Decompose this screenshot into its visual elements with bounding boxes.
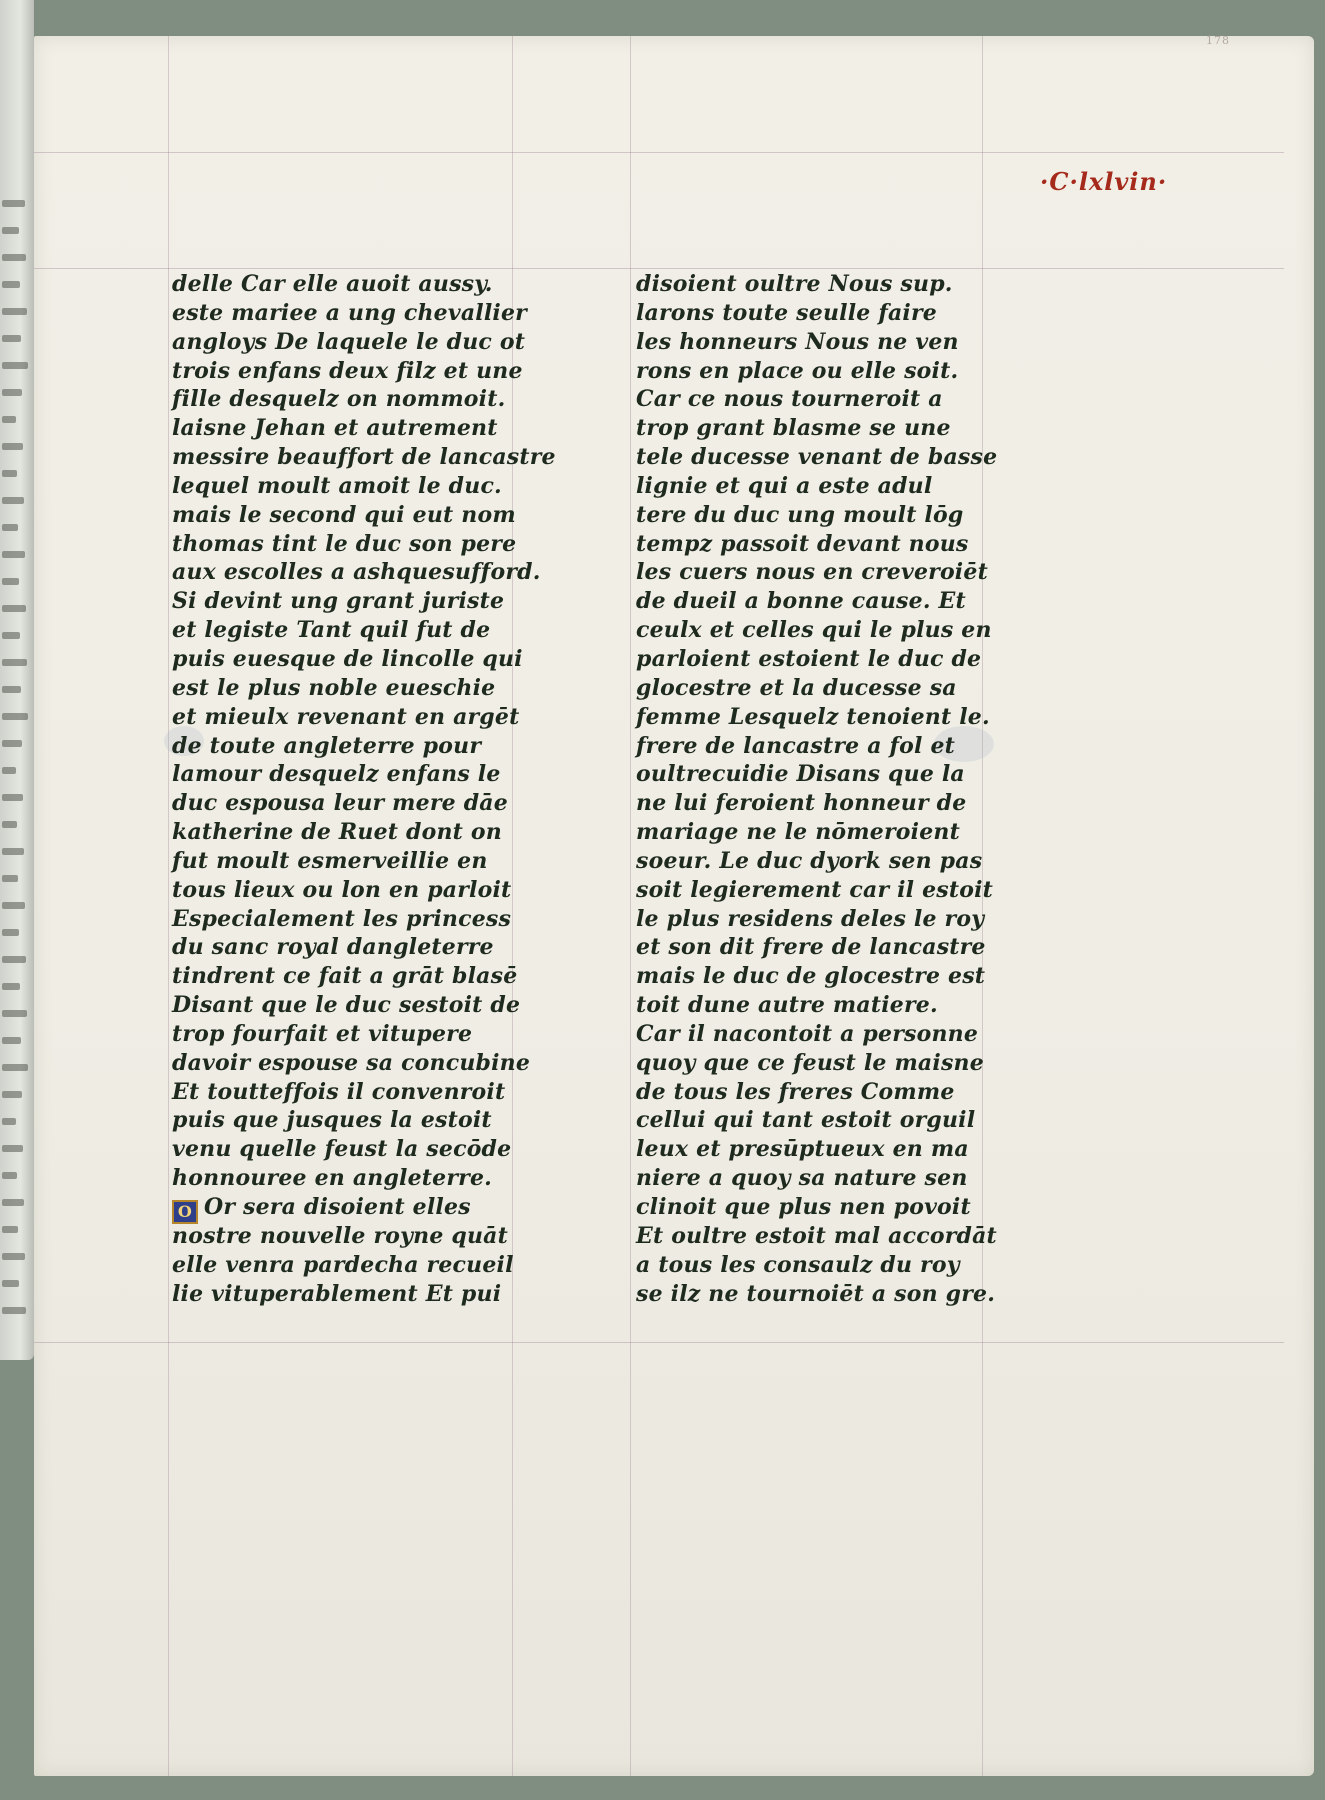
previous-leaf-text-fragment bbox=[2, 983, 20, 990]
illuminated-initial: O bbox=[172, 1200, 198, 1224]
text-line: et mieulx revenant en argēt bbox=[172, 703, 520, 730]
text-line: se ilz ne tournoiēt a son gre. bbox=[636, 1280, 996, 1307]
previous-leaf-text-fragment bbox=[2, 1253, 25, 1260]
previous-leaf-text-fragment bbox=[2, 1199, 24, 1206]
ruling-line bbox=[168, 36, 169, 1776]
text-line bbox=[172, 1193, 532, 1222]
text-line: Si devint ung grant juriste bbox=[172, 588, 505, 615]
previous-leaf-text-fragment bbox=[2, 929, 19, 936]
previous-leaf-text-fragment bbox=[2, 470, 17, 477]
previous-leaf-text-fragment bbox=[2, 1037, 21, 1044]
text-line: davoir espouse sa concubine bbox=[172, 1049, 531, 1076]
text-line: soit legierement car il estoit bbox=[636, 876, 994, 903]
previous-leaf-text-fragment bbox=[2, 1118, 16, 1125]
text-line: tempz passoit devant nous bbox=[636, 530, 969, 557]
text-line: femme Lesquelz tenoient le. bbox=[636, 703, 990, 730]
text-line: oultrecuidie Disans que la bbox=[636, 761, 965, 788]
ruling-line bbox=[34, 268, 1284, 269]
text-line: parloient estoient le duc de bbox=[636, 645, 982, 672]
previous-leaf-text-fragment bbox=[2, 389, 22, 396]
text-line-content: Or sera disoient elles bbox=[204, 1194, 471, 1220]
text-line: nostre nouvelle royne quāt bbox=[172, 1222, 508, 1249]
previous-leaf-text-fragment bbox=[2, 416, 16, 423]
text-line: ne lui feroient honneur de bbox=[636, 790, 967, 817]
folio-number: 178 bbox=[1206, 34, 1230, 47]
text-line: de dueil a bonne cause. Et bbox=[636, 588, 966, 615]
previous-leaf-text-fragment bbox=[2, 1091, 22, 1098]
previous-leaf-text-fragment bbox=[2, 335, 21, 342]
text-line: clinoit que plus nen povoit bbox=[636, 1194, 971, 1220]
text-line: aux escolles a ashquesufford. bbox=[172, 559, 541, 586]
text-line: tere du duc ung moult lōg bbox=[636, 501, 964, 528]
text-line: katherine de Ruet dont on bbox=[172, 819, 502, 846]
text-line: fut moult esmerveillie en bbox=[172, 847, 488, 874]
text-line: cellui qui tant estoit orguil bbox=[636, 1107, 976, 1134]
text-line: Car ce nous tourneroit a bbox=[636, 386, 943, 413]
text-line: a tous les consaulz du roy bbox=[636, 1251, 960, 1278]
text-line: toit dune autre matiere. bbox=[636, 992, 938, 1019]
text-line: venu quelle feust la secōde bbox=[172, 1136, 512, 1163]
previous-leaf-text-fragment bbox=[2, 713, 28, 720]
text-line: Et oultre estoit mal accordāt bbox=[636, 1222, 997, 1249]
previous-leaf-text-fragment bbox=[2, 902, 25, 909]
text-line: lie vituperablement Et pui bbox=[172, 1280, 502, 1307]
text-line: est le plus noble eueschie bbox=[172, 674, 496, 701]
ruling-line bbox=[34, 1342, 1284, 1343]
left-text-column bbox=[172, 270, 556, 1308]
text-line: quoy que ce feust le maisne bbox=[636, 1049, 984, 1076]
text-line: et legiste Tant quil fut de bbox=[172, 617, 491, 644]
text-line: glocestre et la ducesse sa bbox=[636, 674, 957, 701]
previous-leaf-edge bbox=[0, 0, 34, 1360]
previous-leaf-text-fragment bbox=[2, 686, 21, 693]
text-line: mais le second qui eut nom bbox=[172, 501, 516, 528]
text-line: laisne Jehan et autrement bbox=[172, 415, 498, 442]
text-line: disoient oultre Nous sup. bbox=[636, 271, 953, 297]
previous-leaf-text-fragment bbox=[2, 1145, 23, 1152]
text-line: fille desquelz on nommoit. bbox=[172, 386, 506, 413]
previous-leaf-text-fragment bbox=[2, 1226, 18, 1233]
ruling-line bbox=[34, 152, 1284, 153]
text-line: frere de lancastre a fol et bbox=[636, 732, 956, 759]
text-line: du sanc royal dangleterre bbox=[172, 934, 494, 961]
text-line: lamour desquelz enfans le bbox=[172, 761, 501, 788]
text-line: soeur. Le duc dyork sen pas bbox=[636, 847, 983, 874]
text-line: este mariee a ung chevallier bbox=[172, 299, 527, 326]
previous-leaf-text-fragment bbox=[2, 254, 26, 261]
previous-leaf-text-fragment bbox=[2, 794, 23, 801]
previous-leaf-text-fragment bbox=[2, 497, 24, 504]
text-line: messire beauffort de lancastre bbox=[172, 444, 556, 471]
text-line: tele ducesse venant de basse bbox=[636, 444, 998, 471]
text-line: puis euesque de lincolle qui bbox=[172, 645, 523, 672]
previous-leaf-text-fragment bbox=[2, 227, 19, 234]
text-line: Et toutteffois il convenroit bbox=[172, 1078, 506, 1105]
previous-leaf-text-fragment bbox=[2, 551, 25, 558]
previous-leaf-text-fragment bbox=[2, 1307, 26, 1314]
previous-leaf-text-fragment bbox=[2, 1280, 19, 1287]
running-head: ·C·lxlvin· bbox=[1040, 167, 1168, 196]
previous-leaf-text-fragment bbox=[2, 308, 27, 315]
text-line: mariage ne le nōmeroient bbox=[636, 819, 960, 846]
previous-leaf-text-fragment bbox=[2, 740, 22, 747]
previous-leaf-text-fragment bbox=[2, 821, 17, 828]
previous-leaf-text-fragment bbox=[2, 578, 19, 585]
ruling-line bbox=[630, 36, 631, 1776]
text-line: honnouree en angleterre. bbox=[172, 1165, 493, 1192]
text-line: de toute angleterre pour bbox=[172, 732, 482, 759]
previous-leaf-text-fragment bbox=[2, 956, 26, 963]
text-line: Especialement les princess bbox=[172, 905, 512, 932]
text-line: thomas tint le duc son pere bbox=[172, 530, 517, 557]
text-line: de tous les freres Comme bbox=[636, 1078, 955, 1105]
previous-leaf-text-fragment bbox=[2, 875, 18, 882]
text-line: les cuers nous en creveroiēt bbox=[636, 559, 988, 586]
text-line: trop fourfait et vitupere bbox=[172, 1020, 473, 1047]
previous-leaf-text-fragment bbox=[2, 1010, 27, 1017]
text-line: niere a quoy sa nature sen bbox=[636, 1165, 968, 1192]
text-line: Car il nacontoit a personne bbox=[636, 1020, 979, 1047]
text-line: trop grant blasme se une bbox=[636, 415, 951, 442]
text-line: le plus residens deles le roy bbox=[636, 905, 985, 932]
text-line: les honneurs Nous ne ven bbox=[636, 328, 959, 355]
text-line: duc espousa leur mere dāe bbox=[172, 790, 508, 817]
text-line: lequel moult amoit le duc. bbox=[172, 472, 502, 499]
text-line: angloys De laquele le duc ot bbox=[172, 328, 526, 355]
text-line: larons toute seulle faire bbox=[636, 299, 937, 326]
text-line: mais le duc de glocestre est bbox=[636, 963, 986, 990]
previous-leaf-text-fragment bbox=[2, 848, 24, 855]
text-line: tindrent ce fait a grāt blasē bbox=[172, 963, 518, 990]
previous-leaf-text-fragment bbox=[2, 659, 27, 666]
previous-leaf-text-fragment bbox=[2, 1172, 17, 1179]
text-line: ceulx et celles qui le plus en bbox=[636, 617, 992, 644]
right-text-column bbox=[636, 270, 1016, 1308]
previous-leaf-text-fragment bbox=[2, 443, 23, 450]
previous-leaf-text-fragment bbox=[2, 524, 18, 531]
previous-leaf-text-fragment bbox=[2, 281, 20, 288]
previous-leaf-text-fragment bbox=[2, 767, 16, 774]
text-line: rons en place ou elle soit. bbox=[636, 357, 959, 384]
text-line: puis que jusques la estoit bbox=[172, 1107, 492, 1134]
text-line: lignie et qui a este adul bbox=[636, 472, 933, 499]
previous-leaf-text-fragment bbox=[2, 200, 25, 207]
text-line: et son dit frere de lancastre bbox=[636, 934, 986, 961]
text-line: delle Car elle auoit aussy. bbox=[172, 271, 493, 297]
text-line: tous lieux ou lon en parloit bbox=[172, 876, 512, 903]
previous-leaf-text-fragment bbox=[2, 1064, 28, 1071]
previous-leaf-text-fragment bbox=[2, 362, 28, 369]
previous-leaf-text-fragment bbox=[2, 605, 26, 612]
text-line: trois enfans deux filz et une bbox=[172, 357, 523, 384]
previous-leaf-text-fragment bbox=[2, 632, 20, 639]
text-line: elle venra pardecha recueil bbox=[172, 1251, 514, 1278]
text-line: Disant que le duc sestoit de bbox=[172, 992, 521, 1019]
text-line: leux et presūptueux en ma bbox=[636, 1136, 969, 1163]
